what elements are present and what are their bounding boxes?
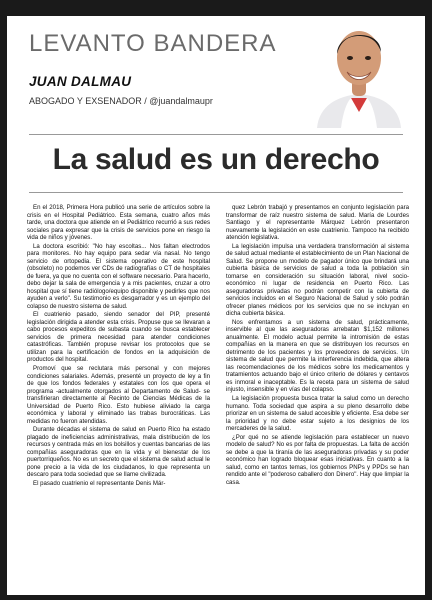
header-divider (29, 134, 403, 135)
article-column-left (27, 204, 210, 594)
article-column-right (226, 204, 409, 594)
article-paragraph: quez Lebrón trabajó y presentamos en conjunto legislación para transformar de raíz nuestro sistema de salud. María de Lourdes Santiago y el representante Márquez Lebrón presentaron nuevamente la legislación en este cuatrienio. Tampoco ha recibido atención legislativa. (226, 204, 409, 241)
column-header (7, 16, 425, 128)
author-role: ABOGADO Y EXSENADOR / @juandalmaupr (29, 96, 213, 106)
article-paragraph: Nos enfrentamos a un sistema de salud, prácticamente, inservible al que las aseguradoras arrebatan $1,152 millones anualmente. El modelo actual permite la intromisión de estas compañías en la manera en que se distribuyen los recursos en detrimento de los pacientes y los proveedores de servicios. Un sistema de salud que permite la interferencia indebida, que altera las recomendaciones de los médicos sobre los medicamentos y tratamientos actuando bajo el único criterio de dólares y centavos es inmoral e inaceptable. Es la receta para un sistema de salud injusto, insensible y en vías del colapso. (226, 318, 409, 394)
article-paragraph: La legislación propuesta busca tratar la salud como un derecho humano. Toda sociedad que aspira a su pleno desarrollo debe priorizar en un sistema de salud accesible y eficiente. Esa debe ser la prioridad y no debe estar sujeto a los designios de los mercaderes de la salud. (226, 395, 409, 433)
article-headline: La salud es un derecho (52, 143, 380, 176)
article-paragraph: Durante décadas el sistema de salud en Puerto Rico ha estado plagado de ineficiencias administrativas, mala distribución de los recursos y centrada más en los bolsillos y cuentas bancarias de las compañías aseguradoras que en la vida y el bienestar de los puertorriqueños. No es un secreto que el sistema de salud actual le pone precio a la vida de los ciudadanos, lo que representa un descaro para toda sociedad que se llame civilizada. (27, 426, 210, 479)
article-paragraph: ¿Por qué no se atiende legislación para establecer un nuevo modelo de salud? No es por falta de propuestas. La falta de acción se debe a que la tiranía de las aseguradoras privadas y su poder económico han logrado bloquear esas iniciativas. En cuanto a la salud, como en tantos temas, los gobiernos PNPs y PPDs se han rendido ante el "poderoso caballero don Dinero". Hay que limpiar la casa. (226, 433, 409, 486)
article-body (27, 204, 409, 594)
article-paragraph: Promoví que se reclutara más personal y con mejores condiciones salariales. Además, presenté un proyecto de ley a fin de que los fondos federales y estatales con los que opera el programa -actualmente otorgados al Departamento de Salud- se transfirieran directamente al Recinto de Ciencias Médicas de la Universidad de Puerto Rico. Esto hubiese aliviado la carga económica y laboral y eliminado las trabas burocráticas. Las medidas no fueron atendidas. (27, 365, 210, 425)
column-kicker: LEVANTO BANDERA (29, 30, 277, 57)
article-paragraph: La legislación impulsa una verdadera transformación al sistema de salud actual mediante el establecimiento de un Plan Nacional de Salud. Se propone un modelo de pagador único que brindará una cubierta básica de servicios de salud a toda la población sin tomarse en consideración su situación laboral, nivel socio-económico ni lugar de residencia en Puerto Rico. Las aseguradoras privadas no podrán competir con la cubierta de servicios incluidos en el Seguro Nacional de Salud y sólo podrán ofrecer planes médicos por los servicios que no se incluyan en dicha cubierta básica. (226, 242, 409, 318)
headline-divider (29, 192, 403, 193)
newspaper-page (7, 16, 425, 595)
article-paragraph: La doctora escribió: "No hay escoltas... Nos faltan electrodos para monitores. No hay equipo para sedar vía nasal. No tengo servicio de ortopedia. El sistema operativo de este hospital (obsoleto) no podemos ver CDs de radiografías o CT de hospitales de fuera, ya que no cuenta con el software necesario. Para hacerlo, debo dejar la sala de emergencia y a mis pacientes, cruzar a otro hospital que sí tiene radiólogo/equipo disponible y pedirles que nos ayuden a verlo". Su testimonio es desgarrador y es un ejemplo del colapso de nuestro sistema de salud. (27, 242, 210, 310)
author-portrait-photo (307, 16, 411, 128)
author-name: JUAN DALMAU (29, 74, 132, 89)
article-paragraph: En el 2018, Primera Hora publicó una serie de artículos sobre la crisis en el Hospital Pediátrico. Esta semana, cuatro años más tarde, una doctora que atiende en el Pediátrico recurrió a sus redes sociales para expresar que la crisis de servicios pone en riesgo la vida de niños y jóvenes. (27, 204, 210, 241)
article-paragraph: El cuatrienio pasado, siendo senador del PIP, presenté legislación dirigida a atender esta crisis. Propuse que se llevaran a cabo procesos expeditos de subasta cuando se busca establecer servicios de primera necesidad para atender condiciones catastróficas. También propuse revisar los protocolos que se utilizan para la certificación de fondos en la adquisición de productos del hospital. (27, 311, 210, 364)
article-paragraph: El pasado cuatrienio el representante Denis Már- (33, 479, 166, 487)
